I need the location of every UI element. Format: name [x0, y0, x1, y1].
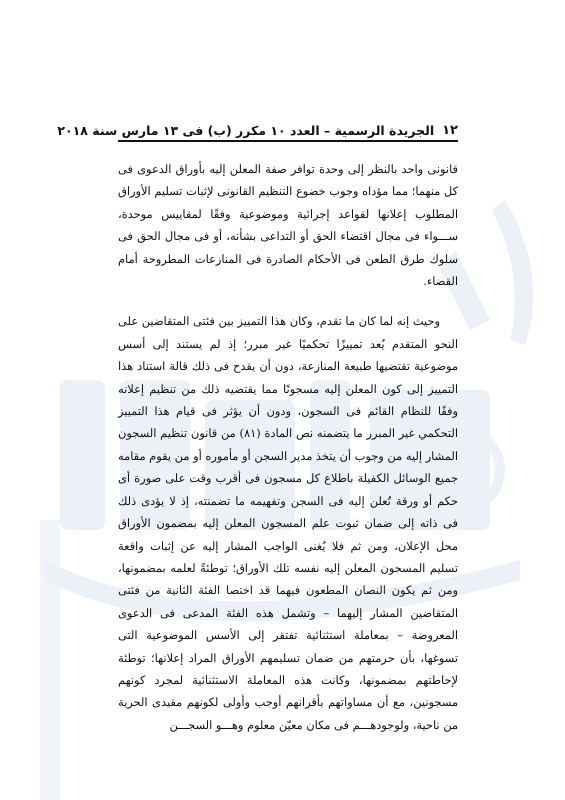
paragraph-1: قانونى واحد بالنظر إلى وحدة توافر صفة المعلن إليه بأوراق الدعوى فى كل منهما؛ مما مؤداه وجوب خضوع التنظيم القانونى لإثبات تسليم الأوراق المطلوب إعلانها لقواعد إجرائية وموضوعية وفقًا لمقاييس موحدة، ســـواء فى مجال اقتضاء الحق أو التداعى بشأنه، أو فى مجال الحق فى سلوك طرق الطعن فى الأحكام الصادرة فى المنازعات المطروحة أمام القضاء. — [118, 162, 458, 289]
header-divider — [118, 140, 458, 142]
paragraph-2: وحيث إنه لما كان ما تقدم، وكان هذا التمييز بين فئتى المتقاضين على النحو المتقدم يُعد تمييزًا تحكميًا غير مبرر؛ إذ لم يستند إلى أسس موضوعية تقتضيها طبيعة المنازعة، دون أن يقدح فى ذلك قالة استناد هذا التمييز إلى كون المعلن إليه مسجونًا مما يقتضيه ذلك من تنظيم إعلانه وفقًا للنظام القائم فى السجون، ودون أن يؤثر فى قيام هذا التمييز التحكمي غير المبرر ما يتضمنه نص المادة (٨١) من قانون تنظيم السجون المشار إليه من وجوب أن يتخذ مدير السجن أو مأموره أو من يقوم مقامه جميع الوسائل الكفيلة باطلاع كل مسجون فى أقرب وقت على صورة أى حكم أو ورقة تُعلن إليه فى السجن وتفهيمه ما تضمنته، إذ لا يؤدى ذلك فى ذاته إلى ضمان ثبوت علم المسجون المعلن إليه بمضمون الأوراق محل الإعلان، ومن ثم فلا يُغنى الواجب المشار إليه عن إثبات واقعة تسليم المسجون المعلن إليه نفسه تلك الأوراق؛ توطئةً لعلمه بمضمونها، ومن ثم يكون النصان المطعون فيهما قد اختصا الفئة الثانية من فئتى المتقاضين المشار إليهما – وتشمل هذه الفئة المدعى فى الدعوى المعروضة – بمعاملة استثنائية تفتقر إلى الأسس الموضوعية التى تسوغها، بأن حرمتهم من ضمان تسليمهم الأوراق المراد إعلانها؛ توطئة لإحاطتهم بمضمونها، وكانت هذه المعاملة الاستثنائية لمجرد كونهم مسجونين، مع أن مساواتهم بأقرانهم أوجب وأولى لكونهم مقيدى الحرية من ناحية، ولوجودهـــم فى مكان معيّن معلوم وهـــو السجـــن — [118, 314, 458, 732]
page-number: ١٢ — [442, 123, 458, 138]
header-title: الجريدة الرسمية – العدد ١٠ مكرر (ب) فى ١٣ مارس سنة ٢٠١٨ — [57, 123, 435, 138]
page-header — [57, 116, 458, 138]
document-body — [118, 158, 458, 736]
